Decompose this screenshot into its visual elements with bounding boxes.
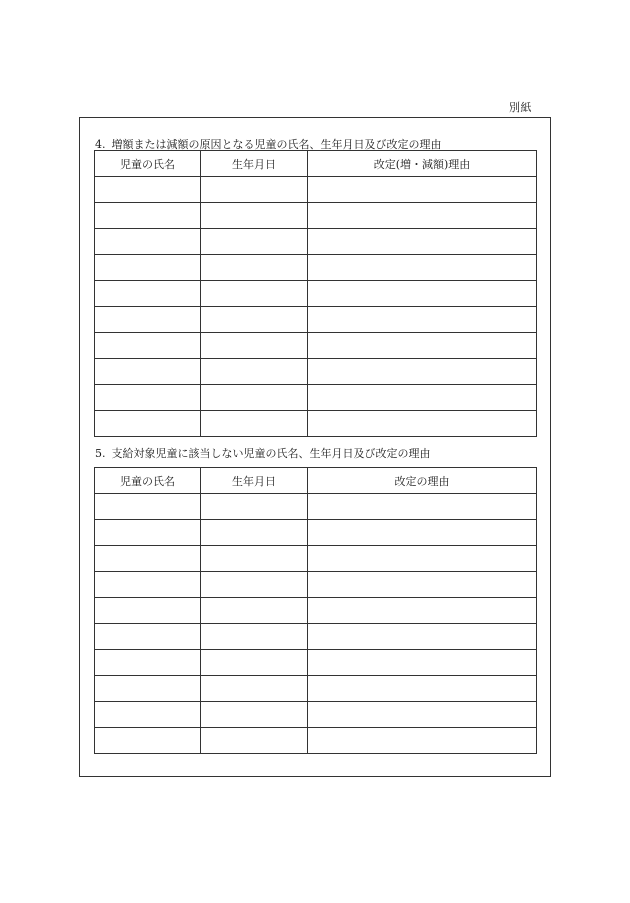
table-cell[interactable] (308, 494, 537, 520)
table-cell[interactable] (308, 546, 537, 572)
table-cell[interactable] (201, 411, 308, 437)
header-birth-date: 生年月日 (201, 468, 308, 494)
table-cell[interactable] (95, 229, 201, 255)
table-cell[interactable] (95, 494, 201, 520)
table-cell[interactable] (308, 728, 537, 754)
table-cell[interactable] (95, 281, 201, 307)
table-cell[interactable] (95, 411, 201, 437)
header-child-name: 児童の氏名 (95, 468, 201, 494)
section-5-table (94, 467, 537, 754)
table-cell[interactable] (308, 520, 537, 546)
section-5-number: 5. (95, 447, 106, 460)
table-row (95, 572, 537, 598)
table-cell[interactable] (201, 385, 308, 411)
table-row (95, 624, 537, 650)
table-cell[interactable] (201, 624, 308, 650)
table-cell[interactable] (95, 520, 201, 546)
table-row (95, 411, 537, 437)
table-cell[interactable] (95, 333, 201, 359)
table-row (95, 177, 537, 203)
table-cell[interactable] (95, 598, 201, 624)
section-5-title (95, 445, 431, 461)
table-cell[interactable] (308, 203, 537, 229)
table-row (95, 385, 537, 411)
table-cell[interactable] (308, 177, 537, 203)
table-cell[interactable] (95, 624, 201, 650)
table-row (95, 255, 537, 281)
table-header-row (95, 151, 537, 177)
table-cell[interactable] (308, 333, 537, 359)
table-cell[interactable] (95, 676, 201, 702)
table-cell[interactable] (308, 255, 537, 281)
table-row (95, 702, 537, 728)
table-cell[interactable] (95, 728, 201, 754)
section-5-title-text: 支給対象児童に該当しない児童の氏名、生年月日及び改定の理由 (111, 447, 431, 460)
table-cell[interactable] (201, 255, 308, 281)
table-row (95, 229, 537, 255)
table-cell[interactable] (201, 281, 308, 307)
table-cell[interactable] (308, 385, 537, 411)
table-cell[interactable] (95, 385, 201, 411)
section-5-rows (95, 494, 537, 754)
attachment-label: 別紙 (509, 101, 532, 114)
table-cell[interactable] (95, 702, 201, 728)
table-row (95, 598, 537, 624)
table-cell[interactable] (201, 177, 308, 203)
table-row (95, 520, 537, 546)
table-cell[interactable] (308, 411, 537, 437)
table-cell[interactable] (201, 229, 308, 255)
table-cell[interactable] (308, 229, 537, 255)
table-cell[interactable] (95, 177, 201, 203)
table-cell[interactable] (201, 333, 308, 359)
table-cell[interactable] (95, 546, 201, 572)
table-cell[interactable] (95, 359, 201, 385)
table-cell[interactable] (95, 650, 201, 676)
table-cell[interactable] (201, 702, 308, 728)
table-cell[interactable] (201, 359, 308, 385)
section-4-number: 4. (95, 138, 106, 151)
table-cell[interactable] (201, 728, 308, 754)
header-birth-date: 生年月日 (201, 151, 308, 177)
table-row (95, 494, 537, 520)
table-cell[interactable] (201, 676, 308, 702)
table-row (95, 307, 537, 333)
section-4-table (94, 150, 537, 437)
table-cell[interactable] (95, 203, 201, 229)
table-cell[interactable] (201, 650, 308, 676)
table-cell[interactable] (308, 598, 537, 624)
table-cell[interactable] (308, 359, 537, 385)
table-cell[interactable] (95, 572, 201, 598)
table-row (95, 281, 537, 307)
section-4-rows (95, 177, 537, 437)
section-4-title-text: 増額または減額の原因となる児童の氏名、生年月日及び改定の理由 (111, 138, 442, 151)
table-row (95, 203, 537, 229)
table-cell[interactable] (201, 572, 308, 598)
table-row (95, 546, 537, 572)
table-header-row (95, 468, 537, 494)
table-row (95, 333, 537, 359)
table-cell[interactable] (308, 572, 537, 598)
table-row (95, 728, 537, 754)
table-cell[interactable] (201, 546, 308, 572)
header-revision-reason: 改定(増・減額)理由 (308, 151, 537, 177)
table-cell[interactable] (308, 281, 537, 307)
table-cell[interactable] (201, 203, 308, 229)
table-cell[interactable] (201, 494, 308, 520)
table-cell[interactable] (308, 702, 537, 728)
table-cell[interactable] (308, 307, 537, 333)
table-cell[interactable] (308, 624, 537, 650)
table-cell[interactable] (95, 307, 201, 333)
header-revision-reason: 改定の理由 (308, 468, 537, 494)
table-cell[interactable] (95, 255, 201, 281)
table-cell[interactable] (201, 520, 308, 546)
table-row (95, 650, 537, 676)
table-row (95, 359, 537, 385)
table-cell[interactable] (201, 307, 308, 333)
table-cell[interactable] (308, 676, 537, 702)
table-cell[interactable] (308, 650, 537, 676)
header-child-name: 児童の氏名 (95, 151, 201, 177)
table-cell[interactable] (201, 598, 308, 624)
table-row (95, 676, 537, 702)
